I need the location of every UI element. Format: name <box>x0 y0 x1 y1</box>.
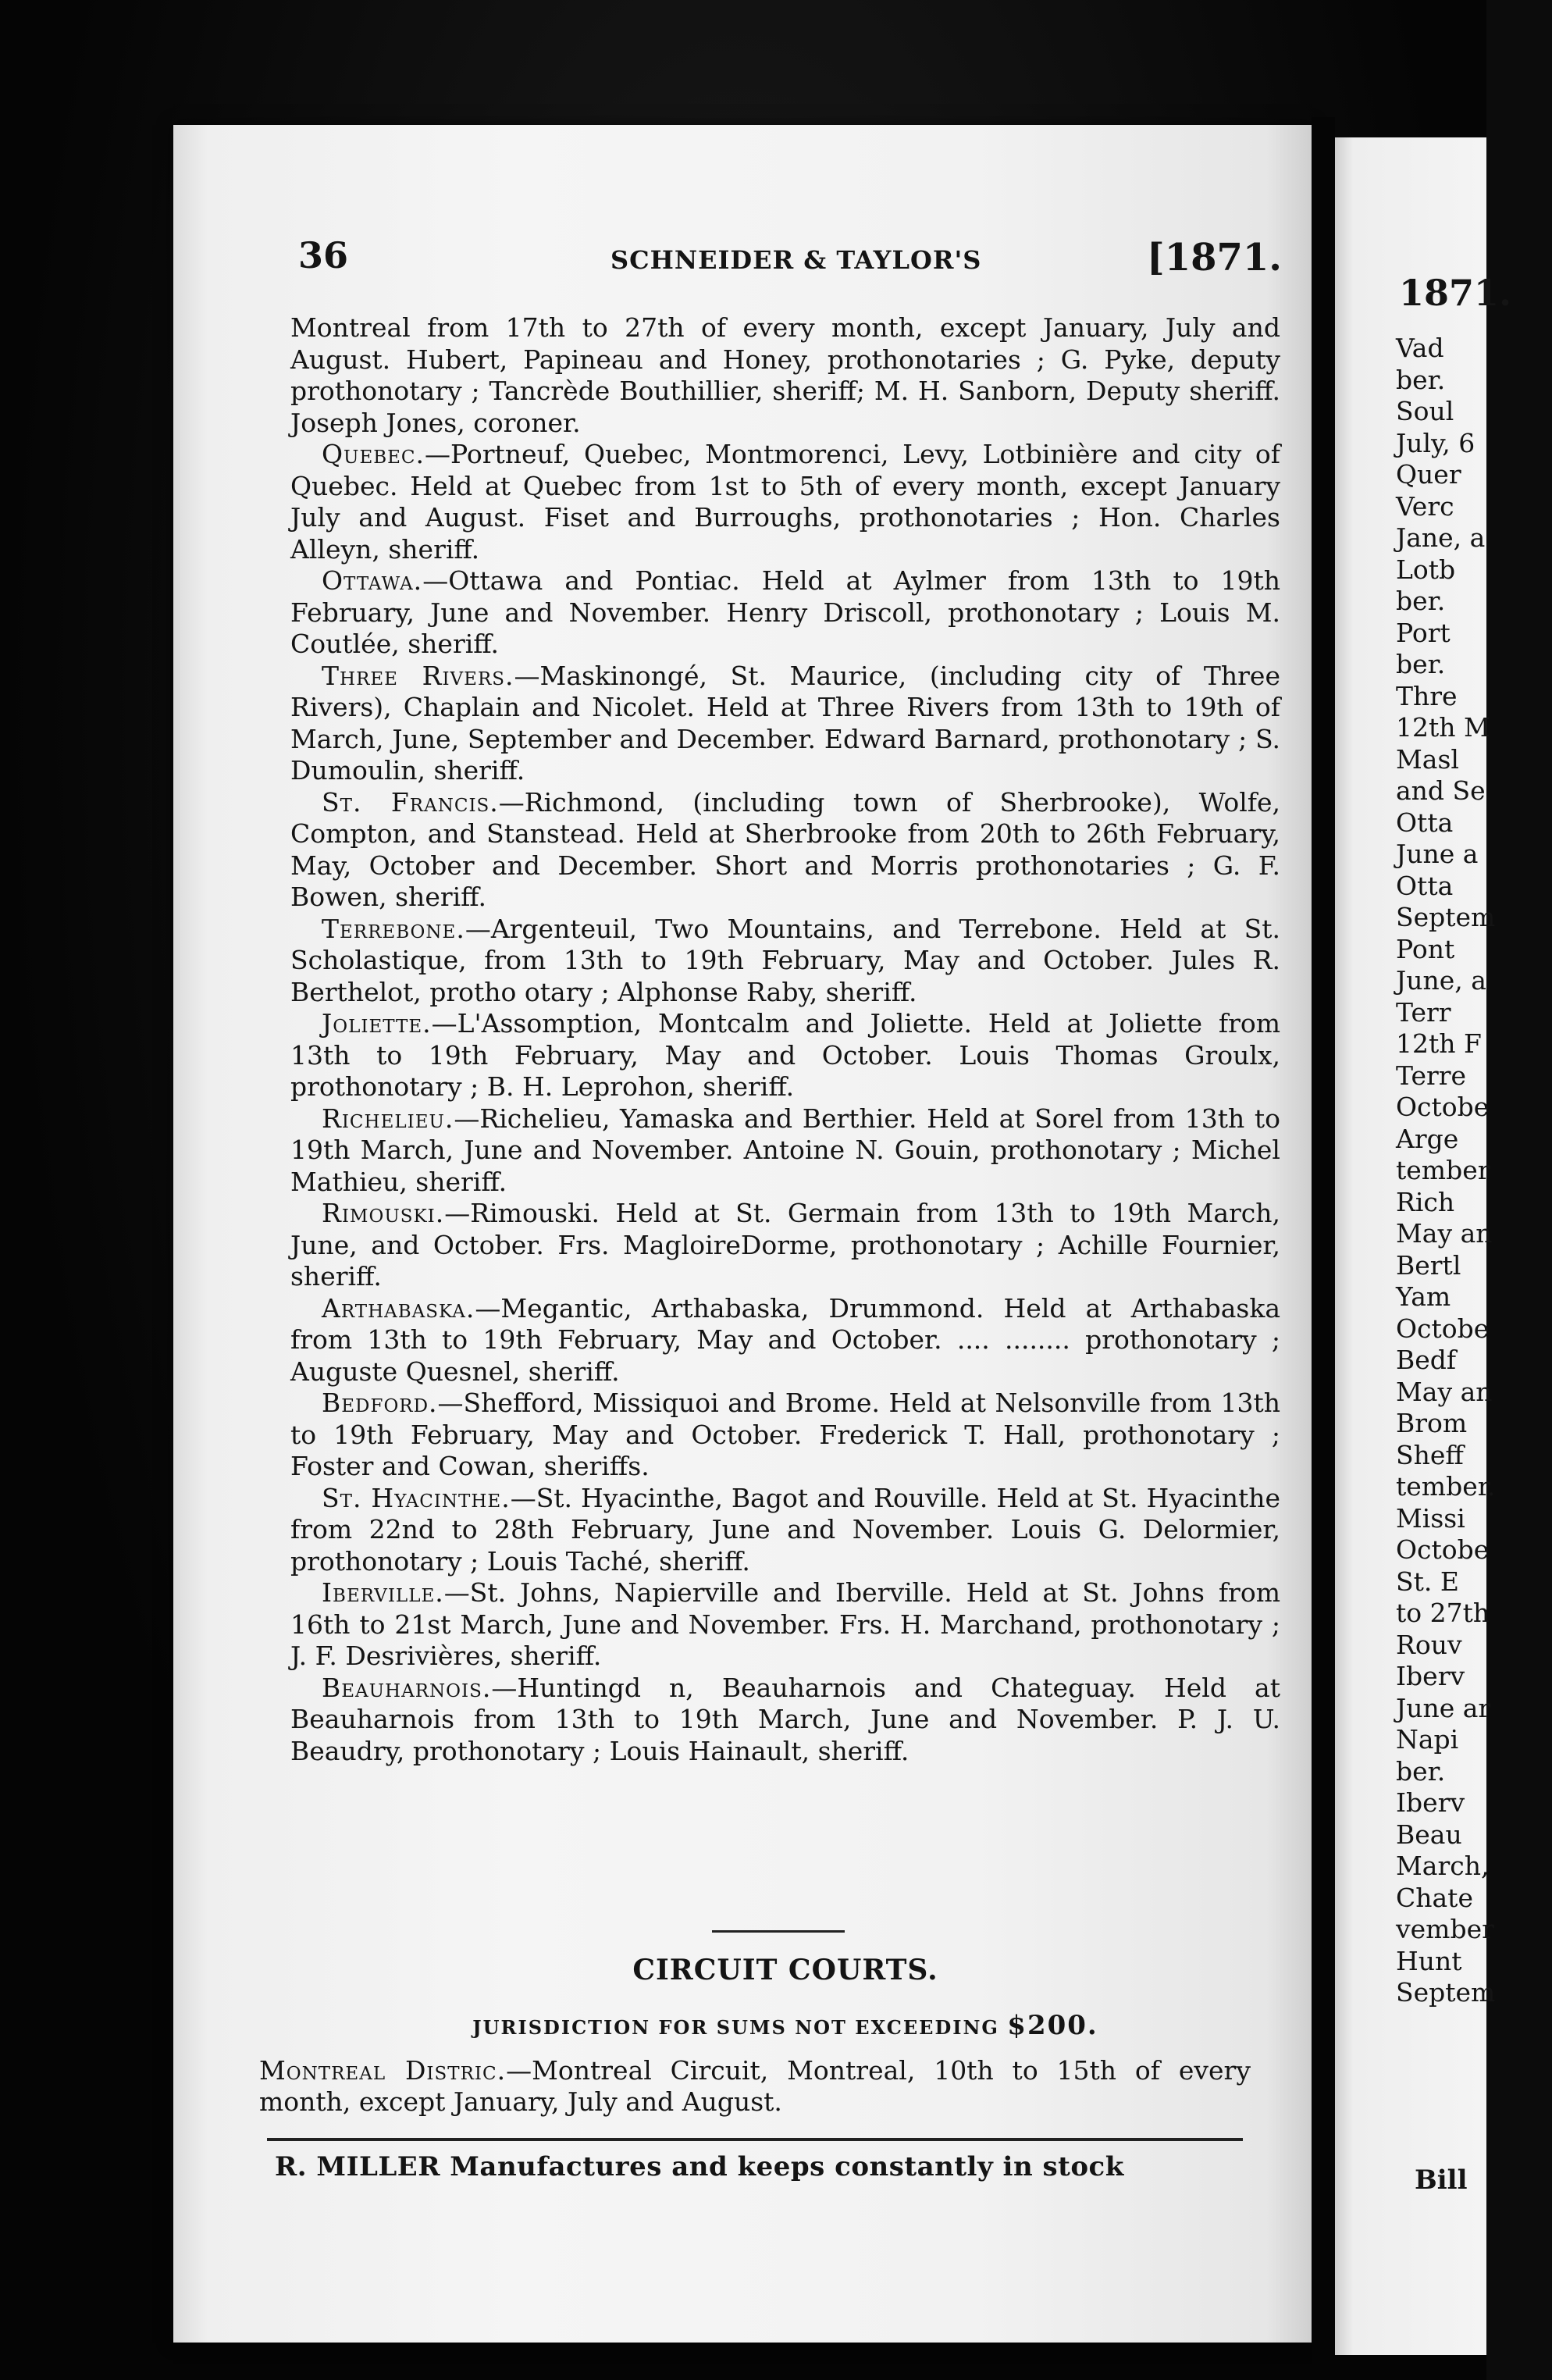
right-page-line: to 27th <box>1396 1598 1490 1628</box>
advert-line: R. MILLER Manufactures and keeps constantly in stock <box>275 2151 1124 2182</box>
district-name: Richelieu. <box>322 1103 454 1134</box>
paragraph-ottawa <box>290 565 1280 661</box>
left-page <box>173 125 1312 2343</box>
right-page-line: and Se <box>1396 775 1486 806</box>
paragraph-text: —Argenteuil, Two Mountains, and Terrebone. Held at St. Scholastique, from 13th to 19th February, May and October. Jules R. Berthelot, protho otary ; Alphonse Raby, sheriff. <box>290 913 1280 1007</box>
subheading-text: JURISDICTION FOR SUMS NOT EXCEEDING <box>472 2016 999 2039</box>
right-page-line: ber. <box>1396 586 1446 616</box>
district-name: Bedford. <box>322 1388 438 1418</box>
running-title: SCHNEIDER & TAYLOR'S <box>610 245 982 275</box>
district-name: Joliette. <box>322 1008 432 1039</box>
right-page-line: Otta <box>1396 870 1454 901</box>
right-page-fragments <box>1396 333 1552 2009</box>
right-page-line: Iberv <box>1396 1787 1465 1818</box>
paragraph-text: —Maskinongé, St. Maurice, (including city of Three Rivers), Chaplain and Nicolet. Held at Three Rivers from 13th to 19th of March, June, September and December. Edward Barnard, prothonotary ; S. Dumoulin, sheriff. <box>290 660 1280 786</box>
district-name: St. Francis. <box>322 786 499 818</box>
right-page-line: Hunt <box>1396 1945 1462 1976</box>
right-page-line: Octobe <box>1396 1092 1490 1122</box>
paragraph-quebec <box>290 439 1280 565</box>
right-page-line: Iberv <box>1396 1661 1465 1691</box>
section-subheading <box>290 2010 1280 2041</box>
right-advert-fragment: Bill <box>1415 2164 1468 2196</box>
paragraph-richelieu <box>290 1103 1280 1199</box>
right-page-line: 12th F <box>1396 1028 1482 1059</box>
right-page-line: 12th M <box>1396 712 1490 743</box>
paragraph-terrebone <box>290 914 1280 1009</box>
right-page-line: Septem <box>1396 1977 1496 2008</box>
district-name: Iberville. <box>322 1577 444 1608</box>
section-heading: CIRCUIT COURTS. <box>632 1954 938 1986</box>
paragraph-text: Montreal from 17th to 27th of every month, except January, July and August. Hubert, Papineau and Honey, prothonotaries ; G. Pyke, deputy prothonotary ; Tancrède Bouthillier, sheriff; M. H. Sanborn, Deputy sheriff. Joseph Jones, coroner. <box>290 312 1280 438</box>
paragraph-joliette <box>290 1008 1280 1103</box>
right-page-line: Yam <box>1396 1281 1451 1312</box>
district-name: Three Rivers. <box>322 660 514 691</box>
right-page-line: ber. <box>1396 364 1446 395</box>
right-page-line: Lotb <box>1396 554 1456 585</box>
page-year: [1871. <box>1146 236 1282 280</box>
district-name: Montreal Distric. <box>259 2055 507 2086</box>
paragraph-iberville <box>290 1577 1280 1673</box>
right-page-line: ber. <box>1396 1755 1446 1787</box>
right-page-line: tember. <box>1396 1471 1496 1502</box>
right-page-line: St. E <box>1396 1566 1459 1597</box>
right-page-line: Pont <box>1396 933 1455 964</box>
paragraph-text: —Megantic, Arthabaska, Drummond. Held at Arthabaska from 13th to 19th February, May and October. .... ........ prothonotary ; Auguste Quesnel, sheriff. <box>290 1292 1280 1387</box>
paragraph-st-hyacinthe <box>290 1483 1280 1578</box>
right-page-year: 1871. <box>1399 272 1512 314</box>
right-page-line: Vad <box>1396 333 1444 363</box>
right-page-line: Port <box>1396 617 1451 648</box>
right-page-line: Napi <box>1396 1724 1459 1755</box>
right-page-line: Sheff <box>1396 1439 1464 1470</box>
district-name: St. Hyacinthe. <box>322 1482 511 1513</box>
paragraph-montreal-district <box>259 2055 1251 2118</box>
right-page-line: June a <box>1396 839 1479 869</box>
paragraph-text: —Ottawa and Pontiac. Held at Aylmer from 13th to 19th February, June and November. Henry Driscoll, prothonotary ; Louis M. Coutlée, sheriff. <box>290 565 1280 659</box>
paragraph-text: —Rimouski. Held at St. Germain from 13th to 19th March, June, and October. Frs. MagloireDorme, prothonotary ; Achille Fournier, sheriff. <box>290 1198 1280 1292</box>
right-page-line: Missi <box>1396 1502 1465 1534</box>
paragraph-text: —Richmond, (including town of Sherbrooke), Wolfe, Compton, and Stanstead. Held at Sherbrooke from 20th to 26th February, May, October and December. Short and Morris prothonotaries ; G. F. Bowen, sheriff. <box>290 786 1280 912</box>
paragraph-three-rivers <box>290 661 1280 787</box>
right-page-line: Terr <box>1396 996 1451 1028</box>
right-page-line: tember <box>1396 1155 1490 1185</box>
district-name: Arthabaska. <box>322 1292 475 1324</box>
right-page-line: Rouv <box>1396 1629 1462 1660</box>
right-page-line: July, 6 <box>1396 427 1475 458</box>
paragraph-text: —Montreal Circuit, Montreal, 10th to 15th of every month, except January, July and August. <box>259 2055 1251 2117</box>
right-page-line: Bertl <box>1396 1249 1461 1281</box>
district-name: Beauharnois. <box>322 1672 492 1703</box>
district-name: Rimouski. <box>322 1198 445 1228</box>
paragraph-beauharnois <box>290 1673 1280 1768</box>
right-page-line: Jane, a <box>1396 522 1486 553</box>
right-page-line: May an <box>1396 1376 1493 1407</box>
right-page-line: Arge <box>1396 1123 1459 1154</box>
right-page-line: Chate <box>1396 1882 1473 1913</box>
right-page-line: Masl <box>1396 743 1459 775</box>
paragraph-arthabaska <box>290 1293 1280 1388</box>
right-page-line: March, <box>1396 1851 1490 1881</box>
right-page-line: Verc <box>1396 490 1454 522</box>
right-page-line: Beau <box>1396 1819 1462 1850</box>
page-header <box>298 234 1282 305</box>
right-page-line: Soul <box>1396 396 1454 426</box>
right-page-line: Bedf <box>1396 1345 1457 1375</box>
page-number: 36 <box>298 234 349 276</box>
section-divider <box>712 1930 845 1933</box>
paragraph-text: —L'Assomption, Montcalm and Joliette. Held at Joliette from 13th to 19th February, May and October. Louis Thomas Groulx, prothonotary ; B. H. Leprohon, sheriff. <box>290 1008 1280 1102</box>
paragraph-text: —Shefford, Missiquoi and Brome. Held at Nelsonville from 13th to 19th February, May and October. Frederick T. Hall, prothonotary ; Foster and Cowan, sheriffs. <box>290 1388 1280 1481</box>
district-name: Terrebone. <box>322 913 465 944</box>
district-name: Ottawa. <box>322 565 423 596</box>
right-page-line: Octobe <box>1396 1313 1490 1344</box>
right-page <box>1335 137 1512 2355</box>
paragraph-text: —Portneuf, Quebec, Montmorenci, Levy, Lotbinière and city of Quebec. Held at Quebec from 1st to 5th of every month, except January July and August. Fiset and Burroughs, prothonotaries ; Hon. Charles Alleyn, sheriff. <box>290 439 1280 565</box>
paragraph-text: —St. Hyacinthe, Bagot and Rouville. Held at St. Hyacinthe from 22nd to 28th February, June and November. Louis G. Delormier, prothonotary ; Louis Taché, sheriff. <box>290 1482 1280 1577</box>
right-page-line: Otta <box>1396 807 1454 838</box>
right-page-line: ber. <box>1396 649 1446 679</box>
paragraph-bedford <box>290 1388 1280 1483</box>
advert-divider <box>267 2138 1243 2141</box>
paragraph-text: —St. Johns, Napierville and Iberville. Held at St. Johns from 16th to 21st March, June and November. Frs. H. Marchand, prothonotary ; J. F. Desrivières, sheriff. <box>290 1577 1280 1671</box>
right-page-line: Brom <box>1396 1408 1468 1438</box>
right-page-line: Rich <box>1396 1186 1455 1217</box>
right-page-line: Septem <box>1396 902 1496 932</box>
paragraph-text: —Richelieu, Yamaska and Berthier. Held at Sorel from 13th to 19th March, June and November. Antoine N. Gouin, prothonotary ; Michel Mathieu, sheriff. <box>290 1103 1280 1197</box>
right-page-line: Octobe <box>1396 1534 1490 1565</box>
jurisdiction-amount: $200. <box>1007 2010 1098 2041</box>
paragraph-rimouski <box>290 1198 1280 1293</box>
page-gutter <box>1312 117 1335 2366</box>
right-page-line: vember <box>1396 1914 1494 1944</box>
paragraph-text: —Huntingd n, Beauharnois and Chateguay. Held at Beauharnois from 13th to 19th March, June and November. P. J. U. Beaudry, prothonotary ; Louis Hainault, sheriff. <box>290 1672 1280 1766</box>
paragraph-st-francis <box>290 787 1280 914</box>
paragraph-montreal-continued <box>290 312 1280 439</box>
right-page-line: Terre <box>1396 1060 1467 1091</box>
right-page-line: Thre <box>1396 680 1458 711</box>
right-page-line: June ar <box>1396 1692 1491 1723</box>
district-name: Quebec. <box>322 439 425 469</box>
right-page-line: May an <box>1396 1218 1493 1249</box>
right-page-line: June, a <box>1396 965 1486 996</box>
right-page-line: Quer <box>1396 459 1461 490</box>
court-listings <box>290 312 1280 1767</box>
